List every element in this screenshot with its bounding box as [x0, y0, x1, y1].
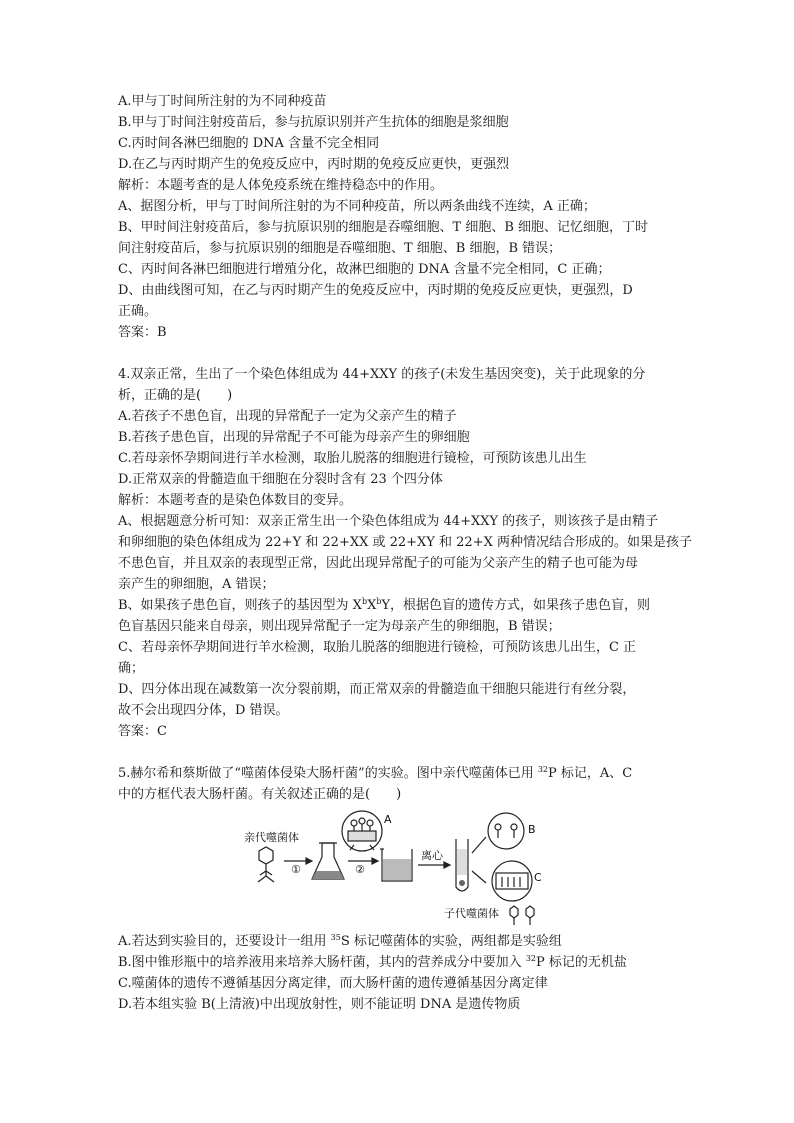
- flask-icon: [312, 843, 344, 879]
- q4-explanation-a-1: A、根据题意分析可知：双亲正常生出一个染色体组成为 44+XXY 的孩子，则该孩子是由精子: [118, 514, 659, 529]
- q4-exp-b-superscript-1: b: [361, 597, 368, 606]
- q3-option-b: B.甲与丁时间注射疫苗后，参与抗原识别并产生抗体的细胞是浆细胞: [118, 115, 509, 130]
- q3-analysis: 解析：本题考查的是人体免疫系统在维持稳态中的作用。: [118, 178, 444, 193]
- q4-explanation-c-1: C、若母亲怀孕期间进行羊水检测，取胎儿脱落的细胞进行镜检，可预防该患儿出生，C 正: [118, 640, 637, 655]
- q3-explanation-b-1: B、甲时间注射疫苗后，参与抗原识别的细胞是吞噬细胞、T 细胞、B 细胞、记忆细胞，丁时: [118, 220, 649, 235]
- q4-exp-b-text-3: Y，根据色盲的遗传方式，如果孩子患色盲，则: [381, 598, 651, 613]
- arrow-to-c: [472, 871, 486, 883]
- q3-answer: 答案：B: [118, 325, 167, 340]
- q3-option-c: C.丙时间各淋巴细胞的 DNA 含量不完全相同: [118, 136, 380, 151]
- magnified-view-icon: [342, 811, 382, 851]
- q5-opt-b-superscript: 32: [525, 954, 537, 963]
- q4-explanation-d-2: 故不会出现四分体，D 错误。: [118, 703, 289, 718]
- q3-explanation-a: A、据图分析，甲与丁时间所注射的为不同种疫苗，所以两条曲线不连续，A 正确；: [118, 199, 596, 214]
- centrifuge-label: 离心: [421, 849, 443, 862]
- q5-option-a: [118, 931, 688, 952]
- q5-stem-superscript: 32: [537, 765, 549, 774]
- q3-explanation-d-1: D、由曲线图可知，在乙与丙时期产生的免疫反应中，丙时期的免疫反应更快，更强烈，D: [118, 283, 633, 298]
- label-a: A: [384, 813, 392, 826]
- q3-explanation-b-2: 间注射疫苗后，参与抗原识别的细胞是吞噬细胞、T 细胞、B 细胞，B 错误；: [118, 241, 562, 256]
- q4-answer: 答案：C: [118, 724, 167, 739]
- document-body: [118, 91, 692, 1015]
- q3-explanation-d-2: 正确。: [118, 304, 158, 319]
- q5-stem-2: 中的方框代表大肠杆菌。有关叙述正确的是( ): [118, 787, 402, 802]
- parent-phage-label: 亲代噬菌体: [244, 831, 299, 844]
- spacer: [118, 343, 688, 364]
- label-c: C: [534, 871, 542, 884]
- test-tube-icon: [456, 839, 468, 891]
- q4-stem-2: 析，正确的是( ): [118, 388, 233, 403]
- step-2-label: ②: [355, 863, 365, 876]
- q3-explanation-c: C、丙时间各淋巴细胞进行增殖分化，故淋巴细胞的 DNA 含量不完全相同，C 正确；: [118, 262, 611, 277]
- q4-option-b: B.若孩子患色盲，出现的异常配子不可能为母亲产生的卵细胞: [118, 430, 470, 445]
- supernatant-view-icon: [488, 813, 524, 849]
- q4-option-a: A.若孩子不患色盲，出现的异常配子一定为父亲产生的精子: [118, 409, 457, 424]
- q4-explanation-d-1: D、四分体出现在减数第一次分裂前期，而正常双亲的骨髓造血干细胞只能进行有丝分裂，: [118, 682, 636, 697]
- beaker-icon: [380, 849, 412, 881]
- q5-option-d: D.若本组实验 B(上清液)中出现放射性，则不能证明 DNA 是遗传物质: [118, 997, 521, 1012]
- q4-explanation-a-2: 和卵细胞的染色体组成为 22+Y 和 22+XX 或 22+XY 和 22+X 两种情况结合形成的。如果是孩子: [118, 535, 692, 550]
- q5-stem-1: [118, 763, 688, 784]
- q4-option-c: C.若母亲怀孕期间进行羊水检测，取胎儿脱落的细胞进行镜检，可预防该患儿出生: [118, 451, 587, 466]
- phage-experiment-figure: [244, 809, 564, 927]
- q4-explanation-a-4: 亲产生的卵细胞，A 错误；: [118, 577, 275, 592]
- q4-analysis: 解析：本题考查的是染色体数目的变异。: [118, 493, 353, 508]
- q5-opt-a-text-2: S 标记噬菌体的实验，两组都是实验组: [340, 934, 562, 949]
- label-b: B: [528, 823, 536, 836]
- q5-opt-b-text-2: P 标记的无机盐: [536, 955, 627, 970]
- q4-explanation-b-1: [118, 595, 688, 616]
- q4-exp-b-superscript-2: b: [376, 597, 382, 606]
- q5-option-c: C.噬菌体的遗传不遵循基因分离定律，而大肠杆菌的遗传遵循基因分离定律: [118, 976, 548, 991]
- parent-phage-icon: [258, 847, 274, 882]
- q5-stem-text-1: 5.赫尔希和蔡斯做了“噬菌体侵染大肠杆菌”的实验。图中亲代噬菌体已用: [118, 766, 538, 781]
- offspring-phage-label: 子代噬菌体: [444, 907, 499, 920]
- step-1-label: ①: [291, 863, 301, 876]
- q5-option-b: [118, 952, 688, 973]
- spacer: [118, 742, 688, 763]
- q4-option-d: D.正常双亲的骨髓造血干细胞在分裂时含有 23 个四分体: [118, 472, 443, 487]
- q3-option-d: D.在乙与丙时期产生的免疫反应中，丙时期的免疫反应更快，更强烈: [118, 157, 510, 172]
- sediment-view-icon: [492, 861, 532, 901]
- q4-exp-b-text-1: B、如果孩子患色盲，则孩子的基因型为 X: [118, 598, 362, 613]
- q5-opt-a-superscript: 35: [330, 933, 341, 942]
- q4-stem-1: 4.双亲正常，生出了一个染色体组成为 44+XXY 的孩子(未发生基因突变)，关于此现象的分: [118, 367, 646, 382]
- q4-explanation-c-2: 确；: [118, 661, 145, 676]
- q5-opt-b-text-1: B.图中锥形瓶中的培养液用来培养大肠杆菌，其内的营养成分中要加入: [118, 955, 526, 970]
- offspring-phage-icon: [510, 906, 534, 925]
- q5-stem-text-2: P 标记，A、C: [548, 766, 633, 781]
- q4-explanation-a-3: 不患色盲，并且双亲的表现型正常，因此出现异常配子的可能为父亲产生的精子也可能为母: [118, 556, 639, 571]
- q3-option-a: A.甲与丁时间所注射的为不同种疫苗: [118, 94, 327, 109]
- arrow-to-b: [472, 837, 486, 853]
- q4-explanation-b-2: 色盲基因只能来自母亲，则出现异常配子一定为母亲产生的卵细胞，B 错误；: [118, 619, 561, 634]
- q5-opt-a-text-1: A.若达到实验目的，还要设计一组用: [118, 934, 331, 949]
- q4-exp-b-text-2: X: [367, 598, 377, 613]
